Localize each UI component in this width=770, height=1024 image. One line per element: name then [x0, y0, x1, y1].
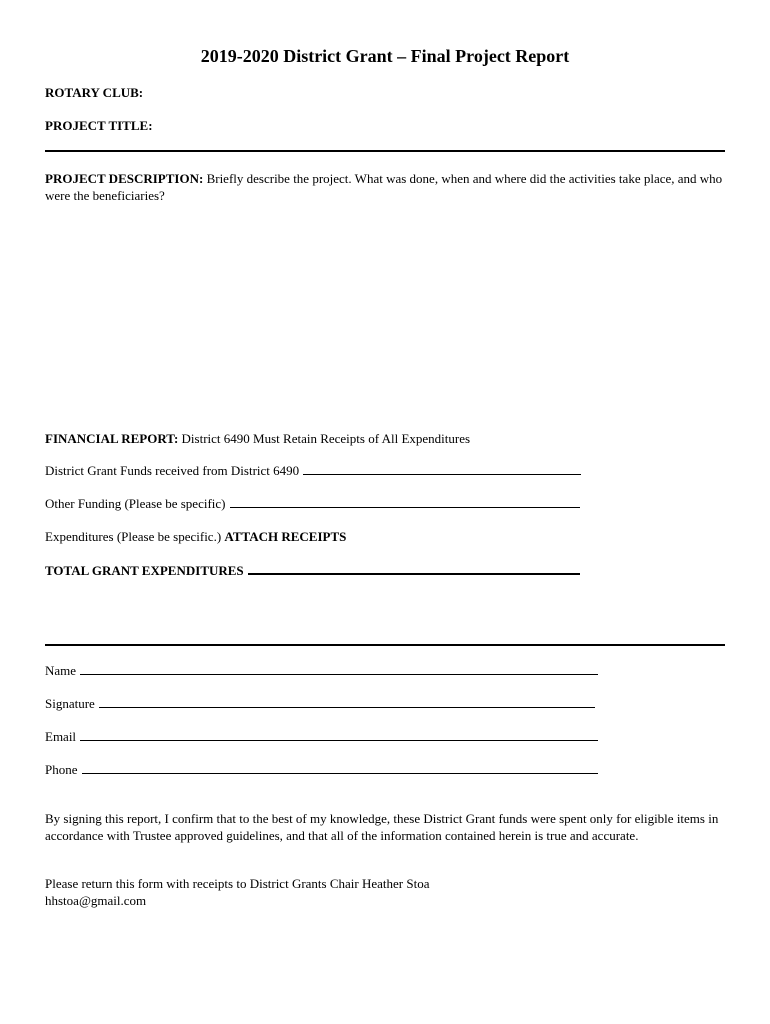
divider-top	[45, 150, 725, 152]
name-row	[45, 663, 598, 679]
project-description	[45, 170, 725, 204]
project-description-label: PROJECT DESCRIPTION:	[45, 171, 204, 186]
signature-label: Signature	[45, 696, 95, 711]
total-expenditures-label: TOTAL GRANT EXPENDITURES	[45, 563, 244, 578]
other-funding-label: Other Funding (Please be specific)	[45, 496, 226, 511]
name-label: Name	[45, 663, 77, 678]
expenditures-row	[45, 529, 346, 545]
email-row	[45, 729, 598, 745]
total-expenditures-field[interactable]	[248, 562, 580, 575]
email-field[interactable]	[80, 729, 598, 741]
other-funding-field[interactable]	[230, 496, 580, 508]
return-instructions: Please return this form with receipts to District Grants Chair Heather Stoa	[45, 876, 430, 891]
total-expenditures-row	[45, 562, 580, 579]
signature-row	[45, 696, 595, 712]
project-title-label: PROJECT TITLE:	[45, 118, 153, 133]
divider-bottom	[45, 644, 725, 646]
financial-report-heading	[45, 431, 470, 447]
grant-funds-field[interactable]	[303, 463, 581, 475]
name-field[interactable]	[80, 663, 598, 675]
page-title: 2019-2020 District Grant – Final Project Report	[200, 46, 570, 66]
financial-report-text: District 6490 Must Retain Receipts of All Expenditures	[181, 431, 471, 446]
attach-receipts-note: ATTACH RECEIPTS	[224, 529, 347, 544]
phone-label: Phone	[45, 762, 78, 777]
financial-report-label: FINANCIAL REPORT:	[45, 431, 179, 446]
project-description-text: Briefly describe the project. What was done, when and where did the activities take place, and who were the beneficiaries?	[45, 171, 723, 203]
grant-funds-row	[45, 463, 581, 479]
signature-field[interactable]	[99, 696, 595, 708]
grant-funds-label: District Grant Funds received from District 6490	[45, 463, 300, 478]
other-funding-row	[45, 496, 580, 512]
return-email: hhstoa@gmail.com	[45, 893, 147, 908]
phone-row	[45, 762, 598, 778]
certification-statement: By signing this report, I confirm that to the best of my knowledge, these District Grant funds were spent only for eligible items in accordance with Trustee approved guidelines, and that all of the information contained herein is true and accurate.	[45, 811, 719, 843]
phone-field[interactable]	[82, 762, 598, 774]
email-label: Email	[45, 729, 77, 744]
expenditures-label: Expenditures (Please be specific.)	[45, 529, 222, 544]
rotary-club-label: ROTARY CLUB:	[45, 85, 144, 100]
